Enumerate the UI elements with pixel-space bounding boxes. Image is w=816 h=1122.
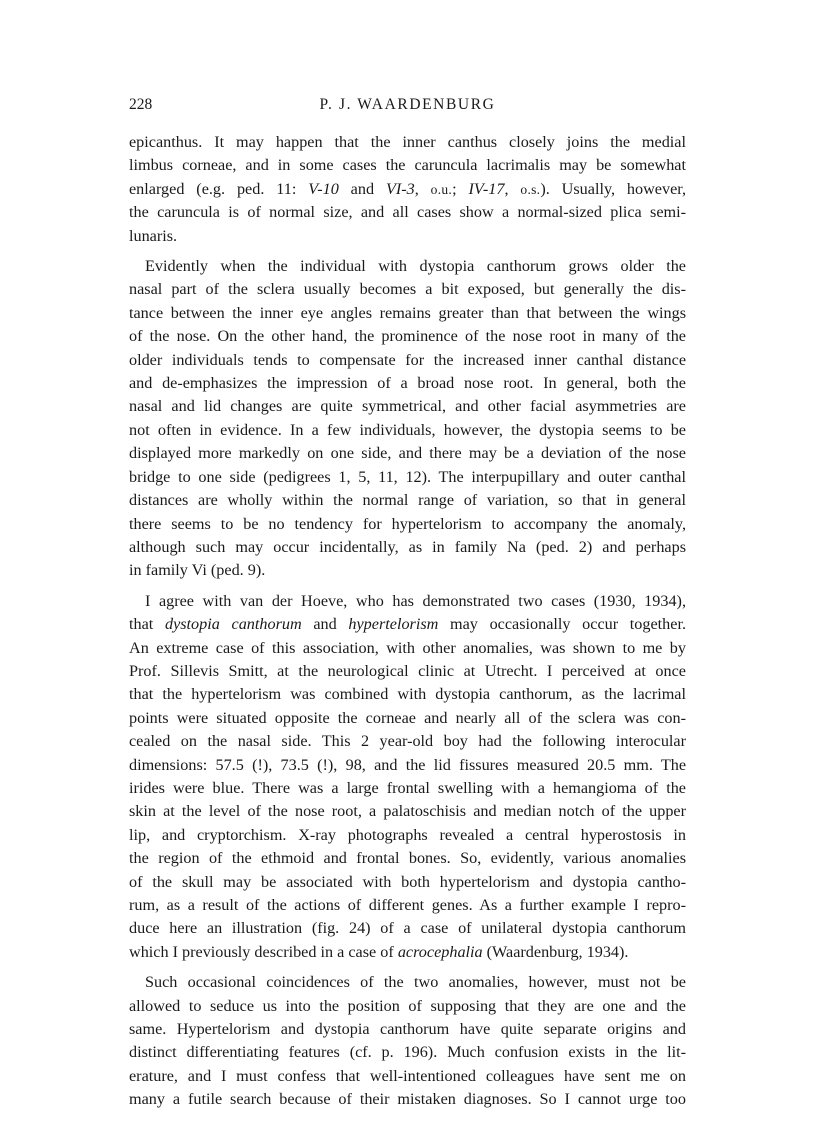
paragraph-1 — [129, 131, 686, 248]
page-header — [129, 96, 686, 118]
text-line: the caruncula is of normal size, and all cases show a normal-sized plica semi- — [129, 203, 686, 222]
text-line: distinct differentiating features (cf. p. 196). Much confusion exists in the lit- — [129, 1043, 686, 1062]
text-line: cealed on the nasal side. This 2 year-old boy had the following interocular — [129, 732, 686, 751]
text-line: that the hypertelorism was combined with dystopia canthorum, as the lacrimal — [129, 685, 686, 704]
text-line: Prof. Sillevis Smitt, at the neurological clinic at Utrecht. I perceived at once — [129, 661, 686, 680]
text-line: that dystopia canthorum and hypertelorism may occasionally occur together. — [129, 615, 686, 634]
text-line: lunaris. — [129, 226, 178, 245]
text-line: there seems to be no tendency for hypertelorism to accompany the anomaly, — [129, 514, 686, 533]
text-line: Such occasional coincidences of the two anomalies, however, must not be — [145, 973, 686, 992]
text-line: Evidently when the individual with dystopia canthorum grows older the — [145, 257, 686, 276]
text-line: tance between the inner eye angles remains greater than that between the wings — [129, 303, 686, 322]
paragraph-2 — [129, 255, 686, 583]
text-line: limbus corneae, and in some cases the caruncula lacrimalis may be somewhat — [129, 156, 686, 175]
text-line: nasal and lid changes are quite symmetrical, and other facial asymmetries are — [129, 397, 686, 416]
text-line: bridge to one side (pedigrees 1, 5, 11, 12). The interpupillary and outer canthal — [129, 467, 686, 486]
running-head: P. J. WAARDENBURG — [319, 96, 496, 113]
text-line: An extreme case of this association, with other anomalies, was shown to me by — [129, 638, 686, 657]
text-line: displayed more markedly on one side, and there may be a deviation of the nose — [129, 444, 686, 463]
text-line: rum, as a result of the actions of different genes. As a further example I repro- — [129, 896, 686, 914]
body-text — [129, 131, 686, 1112]
text-line: skin at the level of the nose root, a palatoschisis and median notch of the upper — [129, 802, 686, 821]
text-line: of the skull may be associated with both hypertelorism and dystopia cantho- — [129, 872, 686, 891]
text-line: of the nose. On the other hand, the prominence of the nose root in many of the — [129, 327, 686, 346]
text-line: distances are wholly within the normal range of variation, so that in general — [129, 491, 686, 510]
paragraph-4 — [129, 971, 686, 1111]
text-line: allowed to seduce us into the position of supposing that they are one and the — [129, 996, 686, 1015]
text-line: in family Vi (ped. 9). — [129, 561, 266, 580]
text-line: dimensions: 57.5 (!), 73.5 (!), 98, and the lid fissures measured 20.5 mm. The — [129, 755, 686, 774]
text-line: many a futile search because of their mistaken diagnoses. So I cannot urge too — [129, 1090, 686, 1109]
text-line: although such may occur incidentally, as in family Na (ped. 2) and perhaps — [129, 537, 686, 556]
text-line: nasal part of the sclera usually becomes a bit exposed, but generally the dis- — [129, 280, 686, 299]
text-line: lip, and cryptorchism. X-ray photographs revealed a central hyperostosis in — [129, 825, 686, 844]
text-line: points were situated opposite the corneae and nearly all of the sclera was con- — [129, 708, 686, 727]
text-line: same. Hypertelorism and dystopia canthorum have quite separate origins and — [129, 1020, 686, 1039]
text-line: not often in evidence. In a few individuals, however, the dystopia seems to be — [129, 420, 686, 439]
text-line: duce here an illustration (fig. 24) of a case of unilateral dystopia canthorum — [129, 919, 686, 938]
paragraph-3 — [129, 590, 686, 965]
page-number: 228 — [129, 96, 153, 113]
text-line: enlarged (e.g. ped. 11: V-10 and VI-3, o.u.; IV-17, o.s.). Usually, however, — [129, 179, 687, 198]
text-line: I agree with van der Hoeve, who has demonstrated two cases (1930, 1934), — [145, 591, 686, 610]
text-line: older individuals tends to compensate for the increased inner canthal distance — [129, 350, 686, 369]
text-line: the region of the ethmoid and frontal bones. So, evidently, various anomalies — [129, 849, 686, 868]
text-line: and de-emphasizes the impression of a broad nose root. In general, both the — [129, 374, 686, 393]
text-line: erature, and I must confess that well-intentioned colleagues have sent me on — [129, 1066, 686, 1085]
text-line: which I previously described in a case of acrocephalia (Waardenburg, 1934). — [129, 942, 629, 961]
text-line: epicanthus. It may happen that the inner canthus closely joins the medial — [129, 133, 686, 151]
text-line: irides were blue. There was a large frontal swelling with a hemangioma of the — [129, 778, 686, 797]
